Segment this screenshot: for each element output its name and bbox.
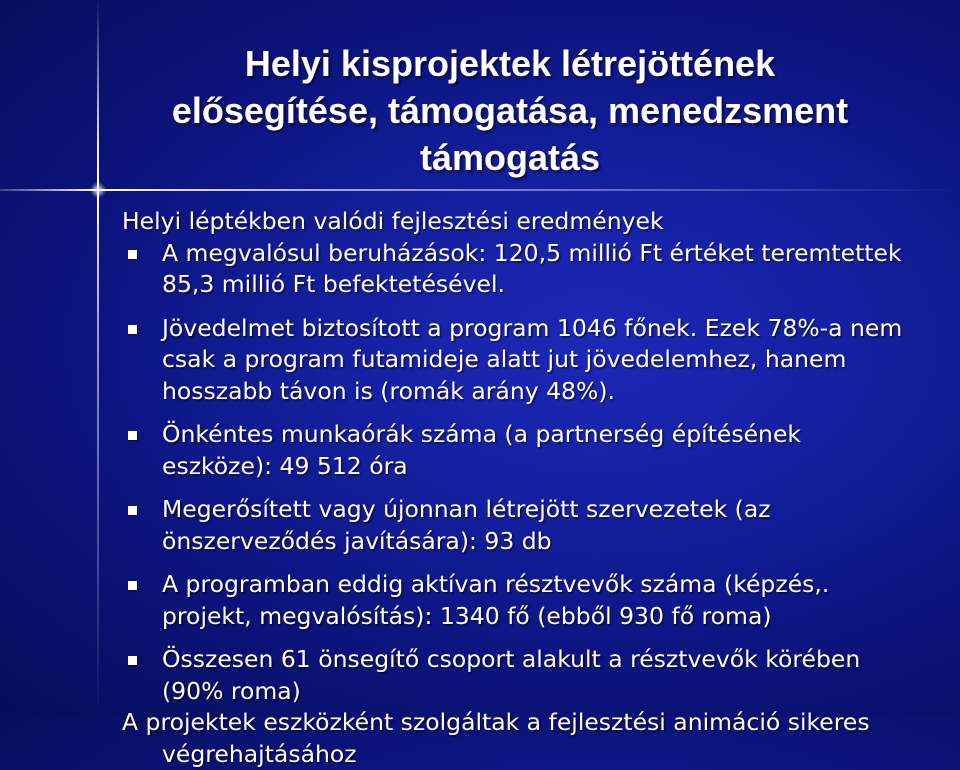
slide-title — [130, 40, 890, 181]
bullet-text: A megvalósul beruházások: 120,5 millió Ft értéket teremtettek 85,3 millió Ft befektetésével. — [162, 239, 902, 299]
square-bullet-icon — [128, 656, 137, 665]
line-intersection-glow — [90, 182, 106, 198]
bullet-item — [122, 313, 912, 408]
bullet-item — [122, 238, 912, 301]
bullet-list — [122, 238, 912, 708]
title-line-1: Helyi kisprojektek létrejöttének — [130, 40, 890, 87]
title-line-2: elősegítése, támogatása, menedzsment — [130, 87, 890, 134]
closing-line-2: végrehajtásához — [122, 739, 912, 770]
bullet-text: Összesen 61 önsegítő csoport alakult a résztvevők körében (90% roma) — [162, 645, 860, 705]
square-bullet-icon — [128, 431, 137, 440]
closing-line-1: A projektek eszközként szolgáltak a fejlesztési animáció sikeres — [122, 708, 870, 736]
bullet-text: Önkéntes munkaórák száma (a partnerség építésének eszköze): 49 512 óra — [162, 420, 801, 480]
intro-line: Helyi léptékben valódi fejlesztési eredmények — [122, 206, 912, 238]
square-bullet-icon — [128, 506, 137, 515]
bullet-text: Megerősített vagy újonnan létrejött szervezetek (az önszerveződés javítására): 93 db — [162, 495, 771, 555]
bullet-item — [122, 419, 912, 482]
slide-body — [122, 206, 912, 770]
closing-paragraph — [122, 707, 912, 770]
title-line-3: támogatás — [130, 134, 890, 181]
square-bullet-icon — [128, 581, 137, 590]
bullet-text: Jövedelmet biztosított a program 1046 főnek. Ezek 78%-a nem csak a program futamideje alatt jut jövedelemhez, hanem hosszabb távon is (romák arány 48%). — [162, 314, 902, 405]
bullet-text: A programban eddig aktívan résztvevők száma (képzés,. projekt, megvalósítás): 1340 fő (ebből 930 fő roma) — [162, 570, 829, 630]
square-bullet-icon — [128, 250, 137, 259]
bullet-item — [122, 644, 912, 707]
horizontal-line — [0, 189, 960, 191]
vertical-line — [97, 0, 99, 716]
square-bullet-icon — [128, 325, 137, 334]
bullet-item — [122, 569, 912, 632]
bullet-item — [122, 494, 912, 557]
